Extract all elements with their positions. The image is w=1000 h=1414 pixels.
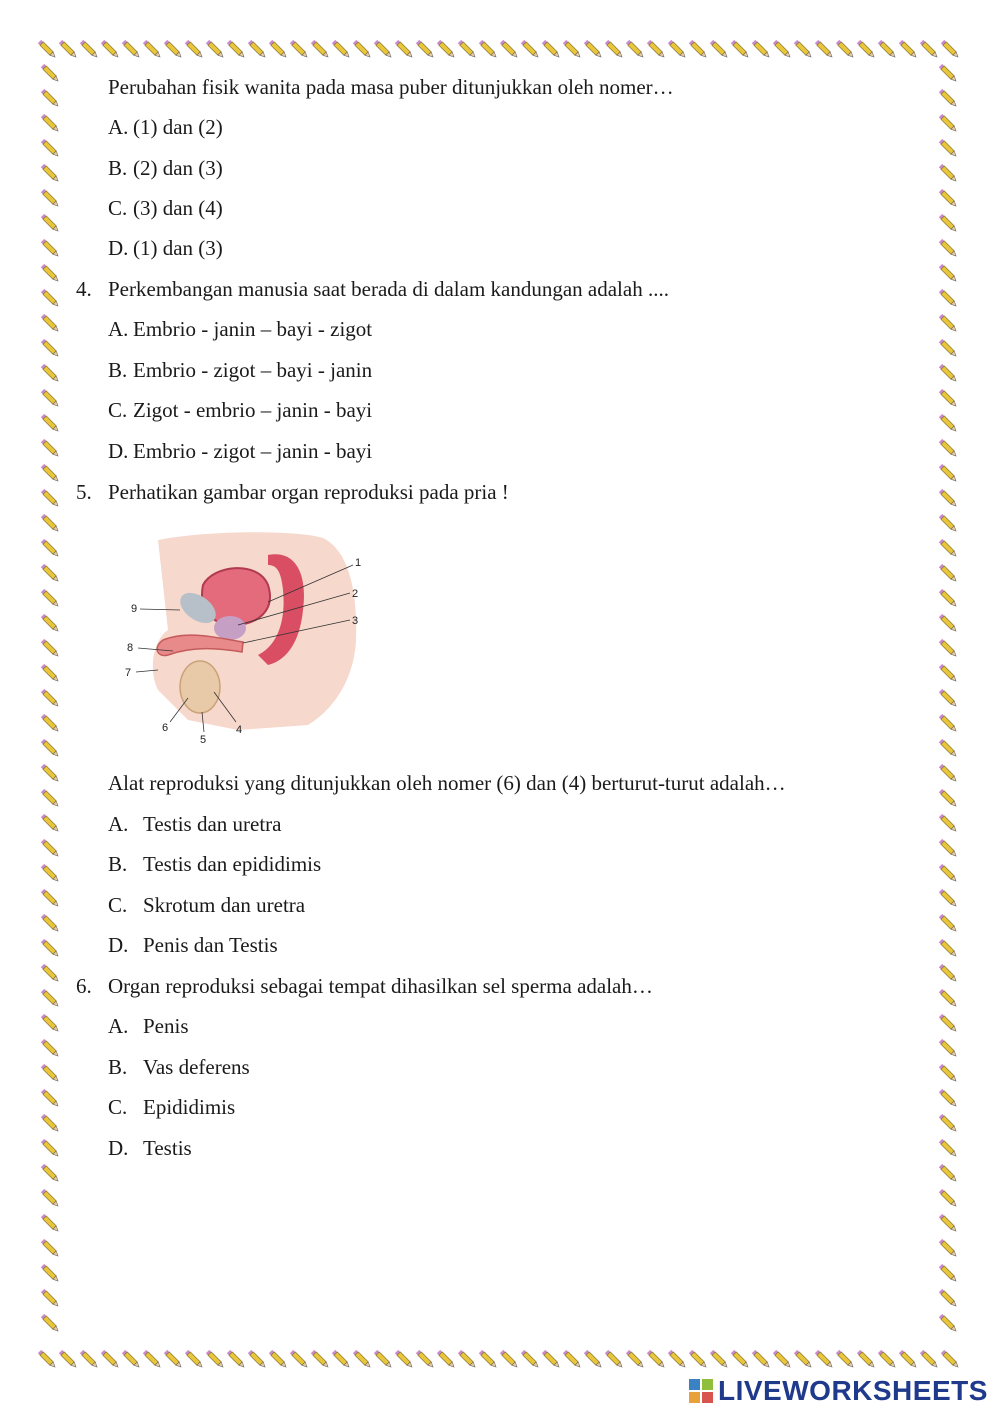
- pencil-icon: [878, 1350, 897, 1369]
- pencil-icon: [41, 289, 60, 308]
- pencil-icon: [939, 1014, 958, 1033]
- q4-option-c-letter: C.: [108, 398, 128, 422]
- liveworksheets-logo-text: LIVEWORKSHEETS: [718, 1375, 988, 1406]
- pencil-icon: [939, 914, 958, 933]
- pencil-icon: [563, 40, 582, 59]
- pencil-icon: [939, 139, 958, 158]
- q3-option-c-letter: C.: [108, 196, 128, 220]
- pencil-icon: [815, 1350, 834, 1369]
- pencil-icon: [395, 1350, 414, 1369]
- prostate: [214, 616, 246, 640]
- pencil-icon: [563, 1350, 582, 1369]
- pencil-icon: [939, 1264, 958, 1283]
- pencil-icon: [857, 1350, 876, 1369]
- pencil-icon: [731, 40, 750, 59]
- q6-option-a-letter: A.: [108, 1014, 129, 1038]
- figure-label-6: 6: [162, 722, 169, 734]
- pencil-icon: [939, 564, 958, 583]
- liveworksheets-logo[interactable]: [688, 1374, 988, 1408]
- q3-option-c-text[interactable]: (3) dan (4): [133, 196, 223, 220]
- pencil-icon: [395, 40, 414, 59]
- pencil-icon: [41, 64, 60, 83]
- pencil-icon: [41, 114, 60, 133]
- pencil-icon: [59, 1350, 78, 1369]
- q4-option-a-letter: A.: [108, 317, 129, 341]
- pencil-icon: [939, 489, 958, 508]
- pencil-icon: [939, 389, 958, 408]
- pencil-icon: [939, 114, 958, 133]
- q5-option-b-text[interactable]: Testis dan epididimis: [143, 852, 322, 876]
- q3-option-d-letter: D.: [108, 236, 129, 260]
- pencil-icon: [41, 139, 60, 158]
- q6-option-c-text[interactable]: Epididimis: [143, 1095, 236, 1119]
- pencil-icon: [939, 314, 958, 333]
- q6-option-d-letter: D.: [108, 1136, 129, 1160]
- pencil-icon: [939, 414, 958, 433]
- q5-number: 5.: [76, 480, 92, 504]
- pencil-icon: [939, 814, 958, 833]
- pencil-icon: [41, 1089, 60, 1108]
- pencil-icon: [647, 1350, 666, 1369]
- pencil-icon: [38, 40, 57, 59]
- pencil-icon: [647, 40, 666, 59]
- pencil-icon: [941, 40, 960, 59]
- pencil-icon: [227, 40, 246, 59]
- pencil-icon: [500, 40, 519, 59]
- pencil-icon: [939, 1064, 958, 1083]
- pencil-icon: [185, 40, 204, 59]
- pencil-icon: [939, 839, 958, 858]
- pencil-icon: [939, 214, 958, 233]
- pencil-icon: [939, 89, 958, 108]
- q3-option-a-text[interactable]: (1) dan (2): [133, 115, 223, 139]
- pencil-icon: [689, 1350, 708, 1369]
- q3-option-a-letter: A.: [108, 115, 129, 139]
- pencil-icon: [920, 1350, 939, 1369]
- pencil-icon: [311, 1350, 330, 1369]
- figure-label-1: 1: [355, 557, 362, 569]
- pencil-icon: [122, 1350, 141, 1369]
- pencil-icon: [41, 89, 60, 108]
- pencil-icon: [939, 889, 958, 908]
- pencil-icon: [939, 864, 958, 883]
- pencil-icon: [584, 40, 603, 59]
- q5-option-d-text[interactable]: Penis dan Testis: [143, 933, 278, 957]
- pencil-icon: [41, 489, 60, 508]
- pencil-icon: [269, 40, 288, 59]
- pencil-icon: [143, 1350, 162, 1369]
- q5-option-c-text[interactable]: Skrotum dan uretra: [143, 893, 306, 917]
- pencil-icon: [437, 1350, 456, 1369]
- pencil-icon: [41, 164, 60, 183]
- pencil-icon: [269, 1350, 288, 1369]
- pencil-icon: [584, 1350, 603, 1369]
- figure-label-5: 5: [200, 734, 207, 745]
- pencil-icon: [41, 464, 60, 483]
- pencil-icon: [521, 1350, 540, 1369]
- pencil-icon: [227, 1350, 246, 1369]
- pencil-icon: [143, 40, 162, 59]
- pencil-icon: [939, 1314, 958, 1333]
- pencil-icon: [939, 164, 958, 183]
- pencil-icon: [41, 514, 60, 533]
- pencil-icon: [710, 40, 729, 59]
- pencil-icon: [689, 40, 708, 59]
- q5-option-d-letter: D.: [108, 933, 129, 957]
- pencil-icon: [164, 1350, 183, 1369]
- liveworksheets-logo-icon: [688, 1378, 714, 1404]
- pencil-icon: [939, 664, 958, 683]
- pencil-icon: [939, 439, 958, 458]
- pencil-icon: [41, 789, 60, 808]
- pencil-icon: [41, 414, 60, 433]
- pencil-icon: [41, 214, 60, 233]
- pencil-icon: [59, 40, 78, 59]
- pencil-icon: [939, 1089, 958, 1108]
- q6-option-b-letter: B.: [108, 1055, 128, 1079]
- pencil-icon: [41, 1014, 60, 1033]
- q5-stem: Perhatikan gambar organ reproduksi pada pria !: [108, 480, 509, 504]
- pencil-icon: [939, 364, 958, 383]
- pencil-icon: [939, 1164, 958, 1183]
- q5-option-b-letter: B.: [108, 852, 128, 876]
- pencil-icon: [41, 239, 60, 258]
- pencil-icon: [899, 1350, 918, 1369]
- pencil-icon: [920, 40, 939, 59]
- pencil-icon: [332, 1350, 351, 1369]
- pencil-icon: [939, 1289, 958, 1308]
- pencil-icon: [41, 539, 60, 558]
- pencil-icon: [836, 40, 855, 59]
- q4-option-d-letter: D.: [108, 439, 129, 463]
- figure-label-7: 7: [125, 667, 132, 679]
- pencil-icon: [122, 40, 141, 59]
- pencil-icon: [939, 639, 958, 658]
- pencil-icon: [752, 1350, 771, 1369]
- pencil-icon: [794, 1350, 813, 1369]
- pencil-icon: [939, 1239, 958, 1258]
- pencil-icon: [41, 1264, 60, 1283]
- pencil-icon: [939, 289, 958, 308]
- pencil-icon: [939, 739, 958, 758]
- pencil-icon: [939, 689, 958, 708]
- pencil-icon: [458, 40, 477, 59]
- pencil-icon: [500, 1350, 519, 1369]
- scrotum: [180, 661, 220, 713]
- pencil-icon: [353, 1350, 372, 1369]
- q3-option-b-text[interactable]: (2) dan (3): [133, 156, 223, 180]
- q6-option-c-letter: C.: [108, 1095, 128, 1119]
- pencil-icon: [939, 939, 958, 958]
- pencil-icon: [479, 1350, 498, 1369]
- pencil-icon: [41, 1039, 60, 1058]
- pencil-icon: [773, 40, 792, 59]
- pencil-icon: [248, 1350, 267, 1369]
- pencil-icon: [939, 1114, 958, 1133]
- pencil-icon: [939, 614, 958, 633]
- pencil-icon: [939, 189, 958, 208]
- pencil-icon: [41, 564, 60, 583]
- pencil-icon: [353, 40, 372, 59]
- q5-question: Alat reproduksi yang ditunjukkan oleh nomer (6) dan (4) berturut-turut adalah…: [108, 771, 786, 795]
- pencil-icon: [41, 589, 60, 608]
- q6-option-d-text[interactable]: Testis: [143, 1136, 192, 1160]
- pencil-icon: [41, 764, 60, 783]
- pencil-icon: [41, 1289, 60, 1308]
- figure-label-2: 2: [352, 588, 359, 600]
- pencil-icon: [374, 40, 393, 59]
- pencil-icon: [939, 1139, 958, 1158]
- pencil-icon: [668, 1350, 687, 1369]
- pencil-icon: [542, 40, 561, 59]
- pencil-icon: [939, 764, 958, 783]
- pencil-icon: [939, 1214, 958, 1233]
- pencil-icon: [437, 40, 456, 59]
- pencil-icon: [41, 939, 60, 958]
- pencil-icon: [752, 40, 771, 59]
- pencil-icon: [815, 40, 834, 59]
- pencil-border-top: [38, 38, 962, 62]
- q3-stem: Perubahan fisik wanita pada masa puber ditunjukkan oleh nomer…: [108, 75, 674, 99]
- pencil-icon: [311, 40, 330, 59]
- pencil-icon: [41, 1239, 60, 1258]
- figure-label-4: 4: [236, 724, 243, 736]
- pencil-icon: [626, 1350, 645, 1369]
- pencil-icon: [939, 964, 958, 983]
- pencil-icon: [41, 1139, 60, 1158]
- pencil-icon: [41, 389, 60, 408]
- pencil-icon: [857, 40, 876, 59]
- pencil-icon: [41, 1314, 60, 1333]
- male-reproductive-organ-diagram: [118, 530, 378, 745]
- pencil-icon: [416, 1350, 435, 1369]
- pencil-icon: [41, 1189, 60, 1208]
- pencil-icon: [939, 1039, 958, 1058]
- pencil-icon: [939, 64, 958, 83]
- pencil-icon: [941, 1350, 960, 1369]
- pencil-icon: [668, 40, 687, 59]
- q5-option-a-letter: A.: [108, 812, 129, 836]
- pencil-icon: [41, 689, 60, 708]
- pencil-icon: [80, 1350, 99, 1369]
- pencil-icon: [41, 964, 60, 983]
- pencil-icon: [185, 1350, 204, 1369]
- q4-option-d-text[interactable]: Embrio - zigot – janin - bayi: [133, 439, 373, 463]
- figure-label-8: 8: [127, 642, 134, 654]
- pencil-icon: [41, 364, 60, 383]
- pencil-icon: [939, 539, 958, 558]
- pencil-icon: [41, 639, 60, 658]
- pencil-icon: [41, 264, 60, 283]
- pencil-icon: [290, 1350, 309, 1369]
- pencil-icon: [542, 1350, 561, 1369]
- pencil-icon: [939, 1189, 958, 1208]
- pencil-icon: [794, 40, 813, 59]
- pencil-icon: [710, 1350, 729, 1369]
- q5-option-c-letter: C.: [108, 893, 128, 917]
- pencil-icon: [899, 40, 918, 59]
- pencil-icon: [41, 814, 60, 833]
- pencil-icon: [41, 1064, 60, 1083]
- pencil-icon: [416, 40, 435, 59]
- pencil-icon: [878, 40, 897, 59]
- pencil-icon: [41, 314, 60, 333]
- pencil-icon: [521, 40, 540, 59]
- pencil-icon: [41, 889, 60, 908]
- q4-option-c-text[interactable]: Zigot - embrio – janin - bayi: [133, 398, 373, 422]
- pencil-icon: [41, 914, 60, 933]
- pencil-icon: [41, 864, 60, 883]
- pencil-icon: [939, 239, 958, 258]
- pencil-icon: [41, 839, 60, 858]
- q6-option-b-text[interactable]: Vas deferens: [143, 1055, 250, 1079]
- pencil-icon: [836, 1350, 855, 1369]
- q6-option-a-text[interactable]: Penis: [143, 1014, 189, 1038]
- pencil-icon: [101, 40, 120, 59]
- pencil-icon: [164, 40, 183, 59]
- pencil-icon: [479, 40, 498, 59]
- q6-stem: Organ reproduksi sebagai tempat dihasilkan sel sperma adalah…: [108, 974, 653, 998]
- pencil-icon: [41, 989, 60, 1008]
- q4-option-b-text[interactable]: Embrio - zigot – bayi - janin: [133, 358, 373, 382]
- pencil-icon: [41, 664, 60, 683]
- pencil-icon: [939, 464, 958, 483]
- pencil-icon: [41, 339, 60, 358]
- pencil-icon: [248, 40, 267, 59]
- figure-label-9: 9: [131, 603, 138, 615]
- pencil-icon: [41, 1114, 60, 1133]
- pencil-icon: [206, 40, 225, 59]
- pencil-icon: [458, 1350, 477, 1369]
- pencil-icon: [939, 714, 958, 733]
- q3-option-d-text[interactable]: (1) dan (3): [133, 236, 223, 260]
- pencil-icon: [80, 40, 99, 59]
- q4-stem: Perkembangan manusia saat berada di dalam kandungan adalah ....: [108, 277, 669, 301]
- pencil-icon: [605, 1350, 624, 1369]
- pencil-icon: [332, 40, 351, 59]
- pencil-border-right: [936, 62, 962, 1348]
- pencil-icon: [41, 189, 60, 208]
- figure-label-3: 3: [352, 615, 359, 627]
- pencil-icon: [605, 40, 624, 59]
- pencil-icon: [206, 1350, 225, 1369]
- pencil-icon: [939, 789, 958, 808]
- q6-number: 6.: [76, 974, 92, 998]
- pencil-icon: [939, 514, 958, 533]
- q5-option-a-text[interactable]: Testis dan uretra: [143, 812, 282, 836]
- pencil-icon: [41, 714, 60, 733]
- pencil-icon: [41, 1164, 60, 1183]
- pencil-icon: [626, 40, 645, 59]
- q4-number: 4.: [76, 277, 92, 301]
- pencil-icon: [41, 739, 60, 758]
- q4-option-a-text[interactable]: Embrio - janin – bayi - zigot: [133, 317, 373, 341]
- pencil-icon: [731, 1350, 750, 1369]
- pencil-icon: [41, 1214, 60, 1233]
- pencil-icon: [374, 1350, 393, 1369]
- pencil-icon: [290, 40, 309, 59]
- pencil-border-left: [38, 62, 64, 1348]
- pencil-icon: [939, 589, 958, 608]
- pencil-icon: [41, 614, 60, 633]
- q4-option-b-letter: B.: [108, 358, 128, 382]
- pencil-icon: [38, 1350, 57, 1369]
- pencil-icon: [773, 1350, 792, 1369]
- pencil-icon: [939, 339, 958, 358]
- pencil-icon: [101, 1350, 120, 1369]
- pencil-icon: [41, 439, 60, 458]
- pencil-icon: [939, 264, 958, 283]
- pencil-icon: [939, 989, 958, 1008]
- pencil-border-bottom: [38, 1348, 962, 1372]
- q3-option-b-letter: B.: [108, 156, 128, 180]
